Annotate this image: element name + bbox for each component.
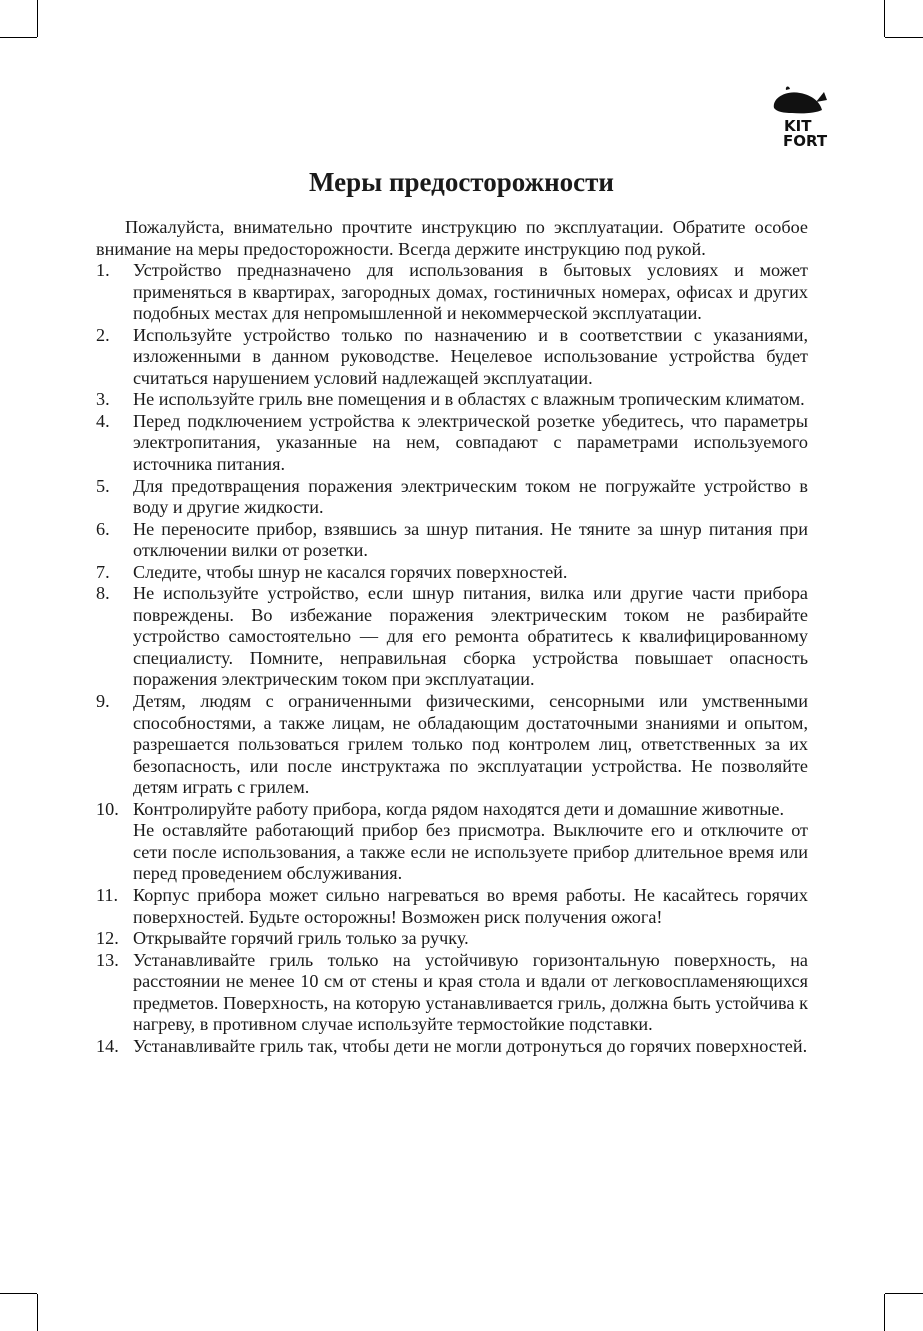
list-item	[96, 950, 808, 1036]
item-text: Открывайте горячий гриль только за ручку.	[133, 928, 469, 949]
item-number: 8.	[96, 583, 110, 604]
item-text: Устанавливайте гриль так, чтобы дети не могли дотронуться до горячих поверхностей.	[133, 1035, 808, 1056]
precautions-list	[96, 260, 808, 1057]
item-number: 9.	[96, 691, 110, 712]
page-title: Меры предосторожности	[309, 167, 614, 197]
item-text: Не используйте устройство, если шнур питания, вилка или другие части прибора повреждены. Во избежание поражения электрическим током не разбирайте устройство самостоятельно — для его ремонта обратитесь к квалифицированному специалисту. Помните, неправильная сборка устройства повышает опасность поражения электрическим током при эксплуатации.	[133, 583, 808, 690]
item-number: 11.	[96, 884, 119, 905]
item-text: Следите, чтобы шнур не касался горячих поверхностей.	[133, 561, 568, 582]
item-number: 14.	[96, 1035, 119, 1056]
crop-mark-bottom-left-v	[37, 1294, 38, 1331]
list-item	[96, 325, 808, 390]
item-text: Не используйте гриль вне помещения и в областях с влажным тропическим климатом.	[133, 389, 805, 410]
logo-line-1: KIT	[784, 117, 812, 135]
list-item	[96, 562, 808, 584]
item-number: 3.	[96, 389, 110, 410]
crop-mark-bottom-right-h	[885, 1293, 923, 1294]
item-number: 4.	[96, 410, 110, 431]
item-text: Для предотвращения поражения электрическим током не погружайте устройство в воду и другие жидкости.	[133, 475, 808, 518]
list-item	[96, 411, 808, 476]
crop-mark-top-right-h	[885, 37, 923, 38]
list-item	[96, 691, 808, 799]
item-text-continued: Не оставляйте работающий прибор без присмотра. Выключите его и отключите от сети после использования, а также если не используете прибор длительное время или перед проведением обслуживания.	[133, 820, 808, 884]
list-item	[96, 928, 808, 950]
crop-mark-top-left-v	[37, 0, 38, 37]
list-item	[96, 583, 808, 691]
item-number: 7.	[96, 561, 110, 582]
item-number: 12.	[96, 928, 119, 949]
list-item	[96, 799, 808, 885]
intro-paragraph: Пожалуйста, внимательно прочтите инструкцию по эксплуатации. Обратите особое внимание на меры предосторожности. Всегда держите инструкцию под рукой.	[96, 217, 808, 259]
item-number: 13.	[96, 949, 119, 970]
list-item	[96, 476, 808, 519]
list-item	[96, 519, 808, 562]
item-number: 5.	[96, 475, 110, 496]
list-item	[96, 885, 808, 928]
item-text: Детям, людям с ограниченными физическими, сенсорными или умственными способностями, а также лицам, не обладающим достаточными знаниями и опытом, разрешается пользоваться грилем только под контролем лиц, ответственных за их безопасность, или после инструктажа по эксплуатации устройства. Не позволяйте детям играть с грилем.	[133, 691, 808, 798]
crop-mark-top-left-h	[0, 37, 37, 38]
list-item	[96, 389, 808, 411]
item-number: 2.	[96, 324, 110, 345]
kitfort-logo	[783, 119, 827, 149]
document-body	[96, 217, 808, 1057]
list-item	[96, 1036, 808, 1058]
item-number: 1.	[96, 260, 110, 281]
item-text: Устанавливайте гриль только на устойчивую горизонтальную поверхность, на расстоянии не менее 10 см от стены и края стола и вдали от легковоспламеняющихся предметов. Поверхность, на которую устанавливается гриль, должна быть устойчива к нагреву, в противном случае используйте термостойкие подставки.	[133, 949, 808, 1035]
item-text: Контролируйте работу прибора, когда рядом находятся дети и домашние животные.	[133, 798, 785, 819]
logo-line-2: FORT	[783, 132, 828, 150]
crop-mark-top-right-v	[884, 0, 885, 37]
list-item	[96, 260, 808, 325]
item-text: Используйте устройство только по назначению и в соответствии с указаниями, изложенными в данном руководстве. Нецелевое использование устройства будет считаться нарушением условий надлежащей эксплуатации.	[133, 324, 808, 388]
crop-mark-bottom-right-v	[884, 1294, 885, 1331]
item-text: Устройство предназначено для использования в бытовых условиях и может применяться в квартирах, загородных домах, гостиничных номерах, офисах и других подобных местах для непромышленной и некоммерческой эксплуатации.	[133, 260, 808, 324]
item-number: 6.	[96, 518, 110, 539]
item-text: Не переносите прибор, взявшись за шнур питания. Не тяните за шнур питания при отключении вилки от розетки.	[133, 518, 808, 561]
item-text: Корпус прибора может сильно нагреваться во время работы. Не касайтесь горячих поверхностей. Будьте осторожны! Возможен риск получения ожога!	[133, 884, 808, 927]
crop-mark-bottom-left-h	[0, 1293, 37, 1294]
item-number: 10.	[96, 798, 119, 819]
item-text: Перед подключением устройства к электрической розетке убедитесь, что параметры электропитания, указанные на нем, совпадают с параметрами используемого источника питания.	[133, 410, 808, 475]
